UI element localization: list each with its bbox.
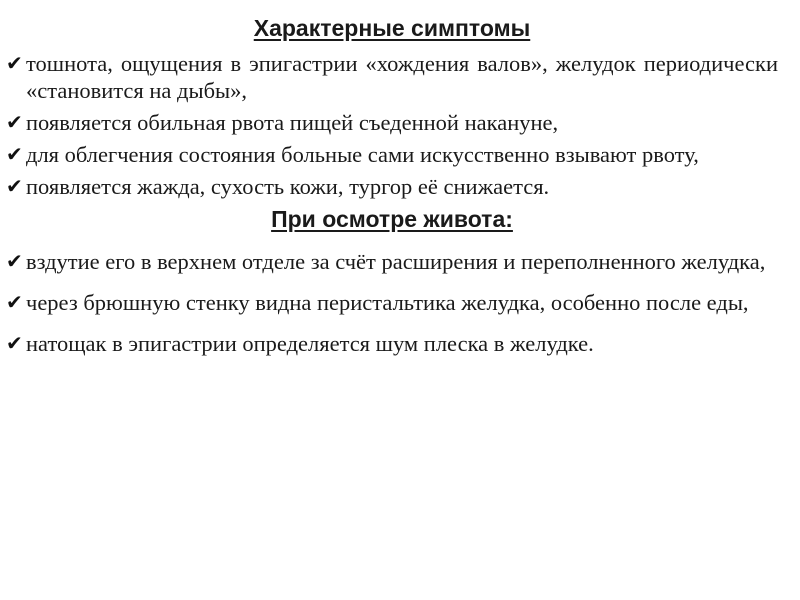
- list-item: [6, 282, 778, 323]
- checkmark-icon: ✔: [6, 331, 23, 355]
- list-item-text: через брюшную стенку видна перистальтика желудка, особенно после еды,: [26, 290, 749, 315]
- section-title-abdomen-exam: При осмотре живота:: [271, 206, 513, 232]
- list-item: [6, 50, 778, 104]
- list-item-text: тошнота, ощущения в эпигастрии «хождения валов», желудок периодически «становится на дыбы»,: [26, 51, 778, 103]
- list-item-text: для облегчения состояния больные сами искусственно взывают рвоту,: [26, 142, 699, 167]
- symptoms-list: [6, 50, 778, 200]
- checkmark-icon: ✔: [6, 249, 23, 273]
- checkmark-icon: ✔: [6, 51, 23, 75]
- list-item: [6, 241, 778, 282]
- list-item: [6, 141, 778, 168]
- list-item: [6, 323, 778, 364]
- list-item: [6, 109, 778, 136]
- section-title-symptoms: Характерные симптомы: [253, 15, 531, 41]
- abdomen-exam-list: [6, 241, 778, 364]
- list-item-text: появляется обильная рвота пищей съеденной накануне,: [26, 110, 559, 135]
- checkmark-icon: ✔: [6, 290, 23, 314]
- checkmark-icon: ✔: [6, 174, 23, 198]
- list-item-text: натощак в эпигастрии определяется шум плеска в желудке.: [26, 331, 594, 356]
- list-item-text: появляется жажда, сухость кожи, тургор её снижается.: [26, 174, 550, 199]
- list-item: [6, 173, 778, 200]
- checkmark-icon: ✔: [6, 110, 23, 134]
- list-item-text: вздутие его в верхнем отделе за счёт расширения и переполненного желудка,: [26, 249, 766, 274]
- checkmark-icon: ✔: [6, 142, 23, 166]
